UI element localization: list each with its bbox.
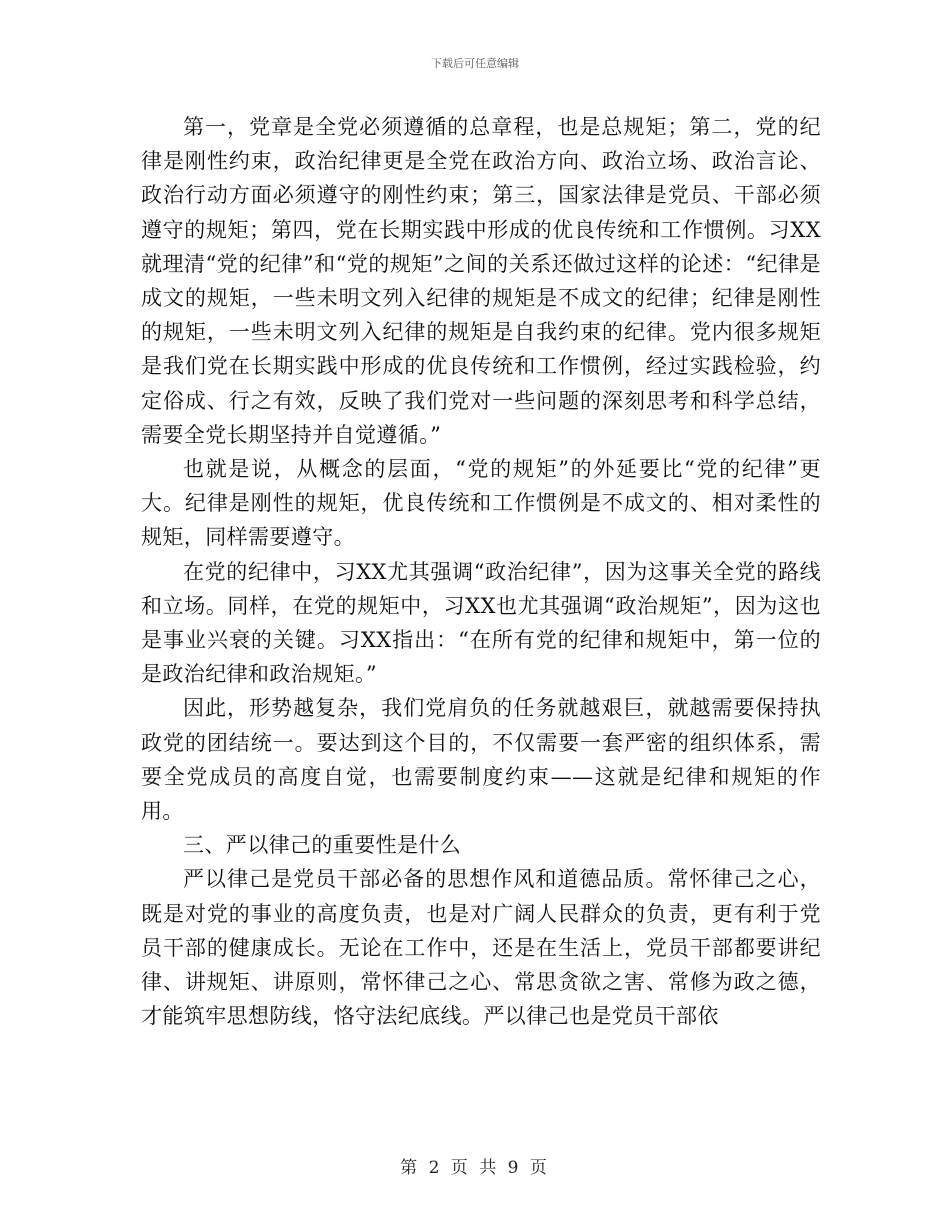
paragraph: 也就是说，从概念的层面，“党的规矩”的外延要比“党的纪律”更大。纪律是刚性的规矩，优良传统和工作惯例是不成文的、相对柔性的规矩，同样需要遵守。 <box>141 457 821 550</box>
paragraph: 第一，党章是全党必须遵循的总章程，也是总规矩；第二，党的纪律是刚性约束，政治纪律更是全党在政治方向、政治立场、政治言论、政治行动方面必须遵守的刚性约束；第三，国家法律是党员、干部必须遵守的规矩；第四，党在长期实践中形成的优良传统和工作惯例。习XX就理清“党的纪律”和“党的规矩”之间的关系还做过这样的论述：“纪律是成文的规矩，一些未明文列入纪律的规矩是不成文的纪律；纪律是刚性的规矩，一些未明文列入纪律的规矩是自我约束的纪律。党内很多规矩是我们党在长期实践中形成的优良传统和工作惯例，经过实践检验，约定俗成、行之有效，反映了我们党对一些问题的深刻思考和科学总结，需要全党长期坚持并自觉遵循。” <box>141 115 821 447</box>
paragraph: 严以律己是党员干部必备的思想作风和道德品质。常怀律己之心，既是对党的事业的高度负责，也是对广阔人民群众的负责，更有利于党员干部的健康成长。无论在工作中，还是在生活上，党员干部都要讲纪律、讲规矩、讲原则，常怀律己之心、常思贪欲之害、常修为政之德，才能筑牢思想防线，恪守法纪底线。严以律己也是党员干部依 <box>141 867 821 1029</box>
document-body <box>141 110 821 1033</box>
paragraph: 因此，形势越复杂，我们党肩负的任务就越艰巨，就越需要保持执政党的团结统一。要达到这个目的，不仅需要一套严密的组织体系，需要全党成员的高度自觉，也需要制度约束——这就是纪律和规矩的作用。 <box>141 696 821 824</box>
page-number-footer: 第 2 页 共 9 页 <box>400 1158 550 1178</box>
section-heading: 三、严以律己的重要性是什么 <box>183 833 462 858</box>
paragraph: 在党的纪律中，习XX尤其强调“政治纪律”，因为这事关全党的路线和立场。同样，在党的规矩中，习XX也尤其强调“政治规矩”，因为这也是事业兴衰的关键。习XX指出：“在所有党的纪律和规矩中，第一位的是政治纪律和政治规矩。” <box>141 559 821 687</box>
page-header: 下载后可任意编辑 <box>431 57 519 70</box>
